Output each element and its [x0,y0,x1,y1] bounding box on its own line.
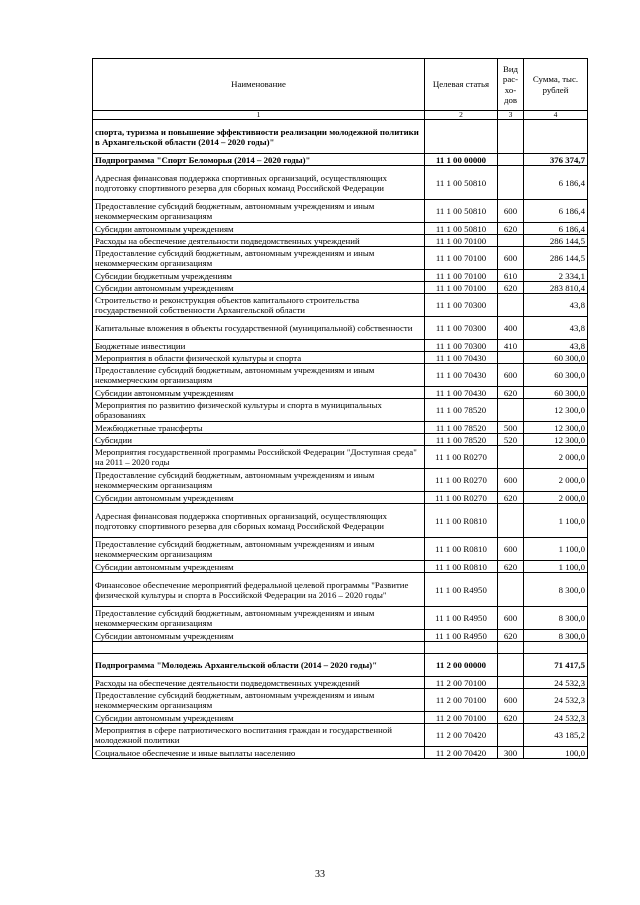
row-sum: 43,8 [524,294,588,317]
row-expense-type [498,642,524,654]
row-sum: 24 532,3 [524,677,588,689]
table-row [93,120,588,154]
row-name: Субсидии автономным учреждениям [93,387,425,399]
row-sum: 60 300,0 [524,387,588,399]
row-expense-type [498,654,524,677]
table-row [93,235,588,247]
row-target-article: 11 1 00 70100 [425,270,498,282]
table-row [93,689,588,712]
row-name: Строительство и реконструкция объектов капитального строительства государственной собственности Архангельской области [93,294,425,317]
row-expense-type: 620 [498,387,524,399]
row-expense-type: 600 [498,607,524,630]
row-expense-type: 410 [498,340,524,352]
row-target-article: 11 1 00 70100 [425,282,498,294]
row-name: Бюджетные инвестиции [93,340,425,352]
row-target-article: 11 1 00 50810 [425,200,498,223]
row-target-article [425,642,498,654]
table-row [93,446,588,469]
header-row [93,59,588,111]
header-expense-type: Вид рас-хо-дов [498,59,524,111]
row-expense-type [498,399,524,422]
row-name: спорта, туризма и повышение эффективности реализации молодежной политики в Архангельской области (2014 – 2020 годы)" [93,120,425,154]
row-expense-type [498,677,524,689]
table-body [93,120,588,759]
row-name [93,642,425,654]
row-name: Мероприятия государственной программы Российской Федерации "Доступная среда" на 2011 – 2020 годы [93,446,425,469]
row-sum: 6 186,4 [524,223,588,235]
row-sum: 8 300,0 [524,630,588,642]
row-sum [524,120,588,154]
row-sum: 2 000,0 [524,469,588,492]
row-name: Субсидии автономным учреждениям [93,561,425,573]
row-expense-type: 620 [498,712,524,724]
table-row [93,247,588,270]
row-expense-type: 600 [498,689,524,712]
row-name: Предоставление субсидий бюджетным, автономным учреждениям и иным некоммерческим организациям [93,247,425,270]
row-name: Предоставление субсидий бюджетным, автономным учреждениям и иным некоммерческим организациям [93,607,425,630]
table-row [93,469,588,492]
row-expense-type: 600 [498,469,524,492]
table-row [93,492,588,504]
row-sum: 2 334,1 [524,270,588,282]
row-sum [524,642,588,654]
row-expense-type [498,235,524,247]
row-name: Финансовое обеспечение мероприятий федеральной целевой программы "Развитие физической культуры и спорта в Российской Федерации на 2016 – 2020 годы" [93,573,425,607]
table-row [93,677,588,689]
row-sum: 8 300,0 [524,607,588,630]
row-target-article: 11 1 00 R4950 [425,607,498,630]
row-sum: 8 300,0 [524,573,588,607]
row-expense-type: 620 [498,492,524,504]
row-sum: 71 417,5 [524,654,588,677]
row-sum: 43,8 [524,340,588,352]
row-target-article: 11 1 00 R0810 [425,561,498,573]
row-target-article: 11 1 00 70430 [425,387,498,399]
column-number: 4 [524,111,588,120]
row-target-article: 11 1 00 78520 [425,399,498,422]
table-row [93,434,588,446]
row-sum: 1 100,0 [524,538,588,561]
table-row [93,607,588,630]
row-target-article: 11 1 00 R0270 [425,492,498,504]
row-target-article: 11 1 00 R4950 [425,573,498,607]
row-target-article: 11 1 00 R0810 [425,504,498,538]
row-name: Субсидии автономным учреждениям [93,223,425,235]
row-expense-type [498,573,524,607]
row-sum: 12 300,0 [524,434,588,446]
row-expense-type: 300 [498,747,524,759]
table-row [93,270,588,282]
row-expense-type: 400 [498,317,524,340]
row-expense-type: 600 [498,200,524,223]
row-target-article: 11 1 00 R0270 [425,446,498,469]
row-expense-type [498,352,524,364]
row-name: Расходы на обеспечение деятельности подведомственных учреждений [93,677,425,689]
row-expense-type [498,446,524,469]
row-target-article: 11 1 00 R4950 [425,630,498,642]
table-row [93,724,588,747]
row-sum: 283 810,4 [524,282,588,294]
row-sum: 286 144,5 [524,235,588,247]
row-name: Субсидии [93,434,425,446]
table-row [93,387,588,399]
row-name: Предоставление субсидий бюджетным, автономным учреждениям и иным некоммерческим организациям [93,469,425,492]
row-sum: 1 100,0 [524,504,588,538]
row-target-article: 11 1 00 R0270 [425,469,498,492]
row-sum: 24 532,3 [524,712,588,724]
row-name: Подпрограмма "Молодежь Архангельской области (2014 – 2020 годы)" [93,654,425,677]
row-target-article: 11 1 00 50810 [425,223,498,235]
table-row [93,154,588,166]
row-expense-type: 600 [498,538,524,561]
header-target-article: Целевая статья [425,59,498,111]
table-row [93,504,588,538]
row-name: Предоставление субсидий бюджетным, автономным учреждениям и иным некоммерческим организациям [93,689,425,712]
table-row [93,538,588,561]
table-row [93,340,588,352]
table-row [93,294,588,317]
table-row [93,654,588,677]
table-row [93,317,588,340]
row-expense-type [498,724,524,747]
row-target-article: 11 1 00 R0810 [425,538,498,561]
page-number: 33 [315,869,325,880]
table-row [93,223,588,235]
row-sum: 12 300,0 [524,399,588,422]
row-target-article: 11 1 00 78520 [425,434,498,446]
row-sum: 376 374,7 [524,154,588,166]
row-expense-type: 500 [498,422,524,434]
row-name: Межбюджетные трансферты [93,422,425,434]
header-sum: Сумма, тыс. рублей [524,59,588,111]
row-target-article: 11 1 00 70100 [425,235,498,247]
table-row [93,747,588,759]
row-name: Адресная финансовая поддержка спортивных организаций, осуществляющих подготовку спортивного резерва для сборных команд Российской Федерации [93,504,425,538]
row-target-article: 11 2 00 70420 [425,747,498,759]
row-target-article: 11 2 00 70100 [425,712,498,724]
row-expense-type: 520 [498,434,524,446]
row-name: Предоставление субсидий бюджетным, автономным учреждениям и иным некоммерческим организациям [93,364,425,387]
row-target-article: 11 2 00 70420 [425,724,498,747]
row-target-article: 11 1 00 70300 [425,294,498,317]
table-row [93,573,588,607]
row-sum: 43,8 [524,317,588,340]
row-name: Субсидии автономным учреждениям [93,630,425,642]
table-row [93,561,588,573]
row-expense-type: 620 [498,561,524,573]
row-name: Субсидии бюджетным учреждениям [93,270,425,282]
row-sum: 12 300,0 [524,422,588,434]
row-name: Подпрограмма "Спорт Беломорья (2014 – 2020 годы)" [93,154,425,166]
row-expense-type [498,120,524,154]
table-row [93,364,588,387]
table-row [93,282,588,294]
row-target-article: 11 1 00 70430 [425,352,498,364]
row-sum: 43 185,2 [524,724,588,747]
row-name: Предоставление субсидий бюджетным, автономным учреждениям и иным некоммерческим организациям [93,200,425,223]
row-sum: 24 532,3 [524,689,588,712]
row-name: Предоставление субсидий бюджетным, автономным учреждениям и иным некоммерческим организациям [93,538,425,561]
row-expense-type: 620 [498,630,524,642]
row-expense-type [498,166,524,200]
row-sum: 60 300,0 [524,352,588,364]
row-target-article: 11 1 00 70300 [425,317,498,340]
row-sum: 286 144,5 [524,247,588,270]
table-row [93,642,588,654]
row-name: Социальное обеспечение и иные выплаты населению [93,747,425,759]
row-expense-type: 610 [498,270,524,282]
column-number: 1 [93,111,425,120]
table-row [93,200,588,223]
row-name: Субсидии автономным учреждениям [93,492,425,504]
row-sum: 2 000,0 [524,446,588,469]
row-target-article: 11 1 00 70300 [425,340,498,352]
row-name: Мероприятия в области физической культуры и спорта [93,352,425,364]
row-expense-type [498,154,524,166]
row-target-article: 11 2 00 00000 [425,654,498,677]
column-numbers-row [93,111,588,120]
table-row [93,399,588,422]
table-row [93,352,588,364]
row-name: Мероприятия в сфере патриотического воспитания граждан и государственной молодежной политики [93,724,425,747]
row-target-article: 11 2 00 70100 [425,677,498,689]
column-number: 2 [425,111,498,120]
table-row [93,712,588,724]
row-target-article: 11 1 00 70100 [425,247,498,270]
row-target-article [425,120,498,154]
row-target-article: 11 2 00 70100 [425,689,498,712]
row-expense-type: 600 [498,364,524,387]
row-name: Адресная финансовая поддержка спортивных организаций, осуществляющих подготовку спортивного резерва для сборных команд Российской Федерации [93,166,425,200]
header-name: Наименование [93,59,425,111]
row-target-article: 11 1 00 78520 [425,422,498,434]
table-row [93,422,588,434]
table-row [93,166,588,200]
row-name: Расходы на обеспечение деятельности подведомственных учреждений [93,235,425,247]
row-sum: 1 100,0 [524,561,588,573]
column-number: 3 [498,111,524,120]
row-sum: 2 000,0 [524,492,588,504]
row-name: Субсидии автономным учреждениям [93,282,425,294]
row-sum: 6 186,4 [524,200,588,223]
row-target-article: 11 1 00 70430 [425,364,498,387]
table-row [93,630,588,642]
row-target-article: 11 1 00 00000 [425,154,498,166]
row-expense-type [498,294,524,317]
row-expense-type: 600 [498,247,524,270]
row-expense-type: 620 [498,223,524,235]
row-sum: 100,0 [524,747,588,759]
row-sum: 60 300,0 [524,364,588,387]
row-name: Субсидии автономным учреждениям [93,712,425,724]
row-name: Мероприятия по развитию физической культуры и спорта в муниципальных образованиях [93,399,425,422]
row-expense-type [498,504,524,538]
row-expense-type: 620 [498,282,524,294]
row-target-article: 11 1 00 50810 [425,166,498,200]
budget-table [92,58,588,759]
row-sum: 6 186,4 [524,166,588,200]
row-name: Капитальные вложения в объекты государственной (муниципальной) собственности [93,317,425,340]
